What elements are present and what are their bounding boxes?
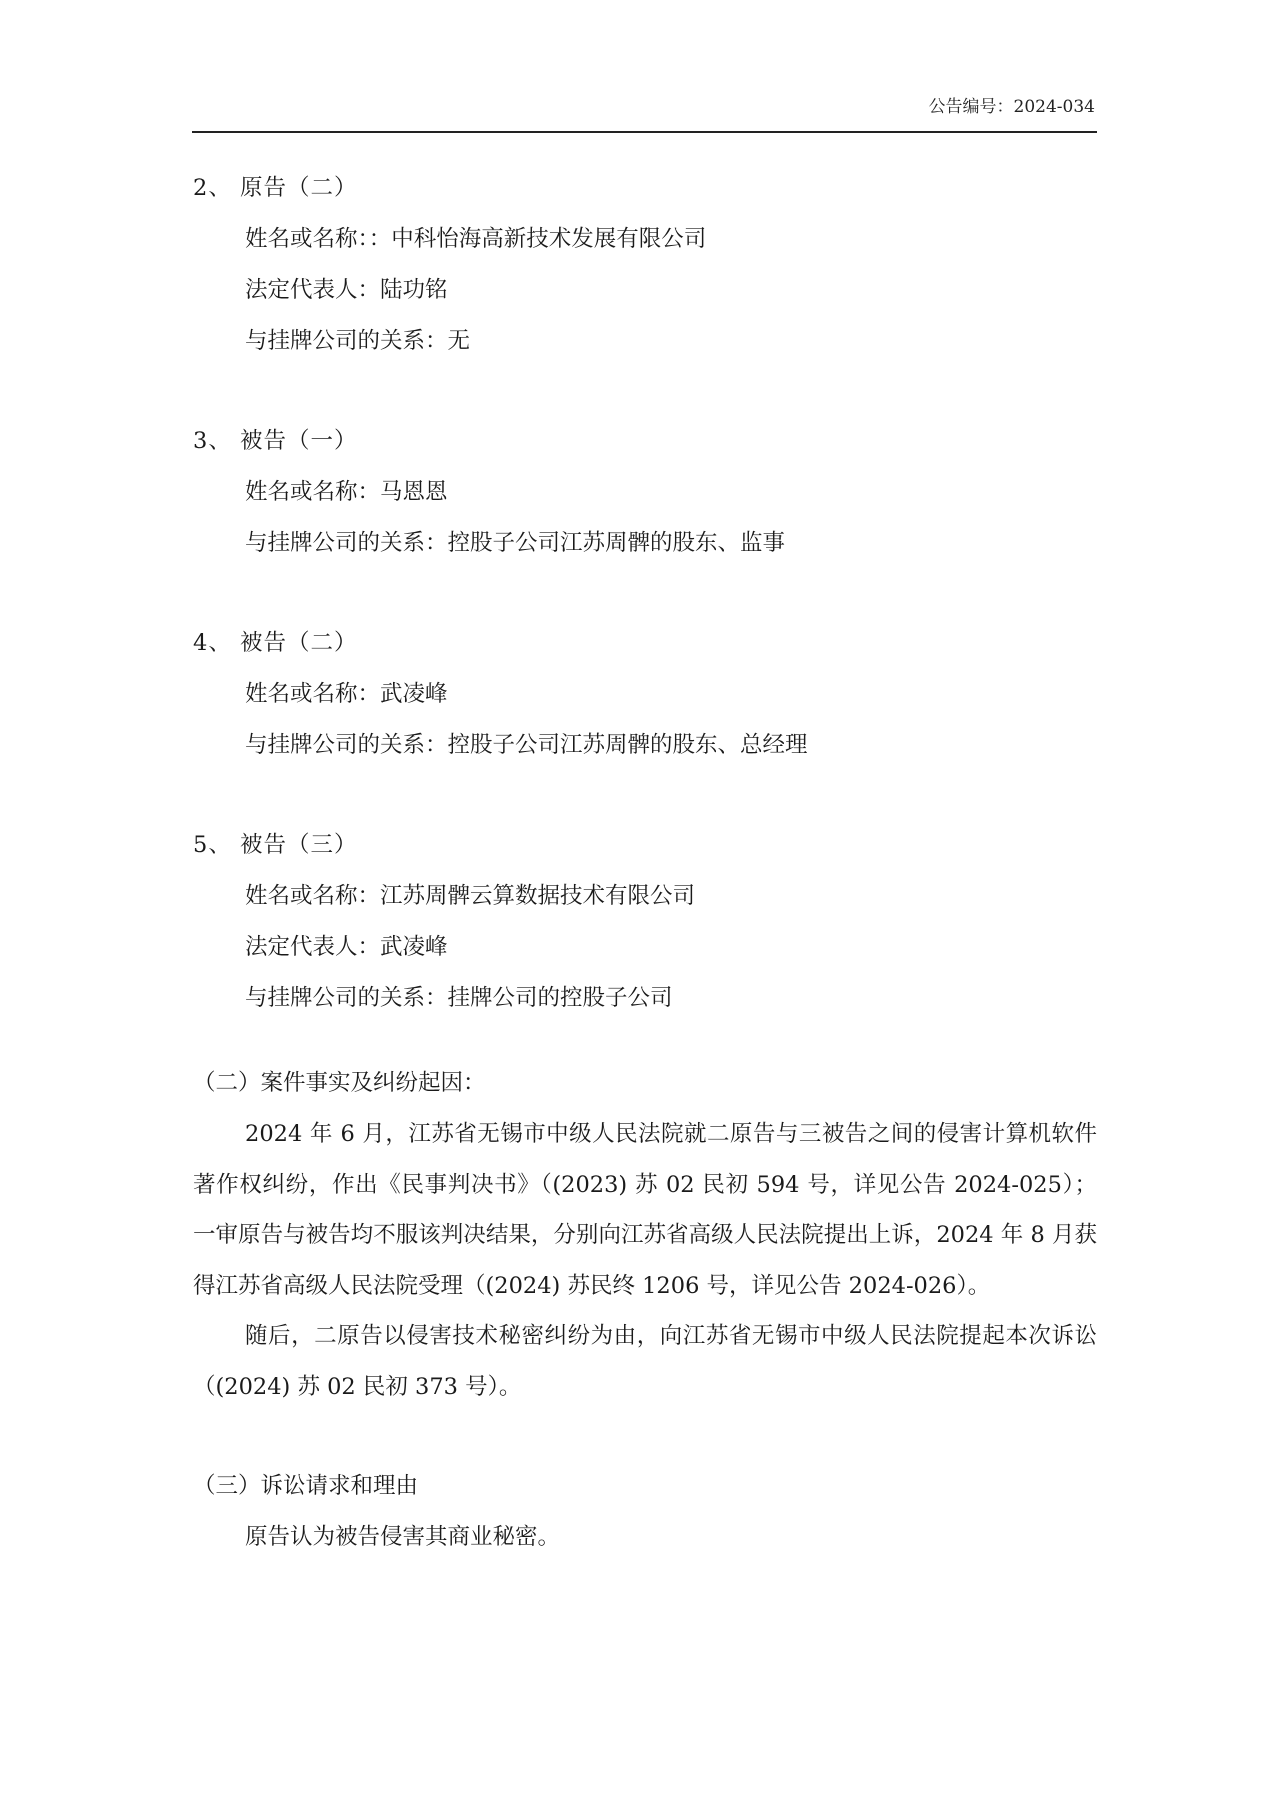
document-body	[193, 163, 1097, 1563]
party-relationship-field: 与挂牌公司的关系：挂牌公司的控股子公司	[245, 985, 673, 1011]
party-block-defendant-3	[193, 820, 1097, 1024]
case-facts-section	[193, 1058, 1097, 1412]
party-name-field: 姓名或名称：马恩恩	[245, 479, 448, 505]
party-name-field: 姓名或名称：：中科怡海高新技术发展有限公司	[245, 226, 707, 252]
claims-section	[193, 1461, 1097, 1563]
party-name-field: 姓名或名称：武凌峰	[245, 681, 448, 707]
announcement-number: 公告编号：2024-034	[928, 97, 1095, 117]
party-title: 4、 被告（二）	[193, 630, 358, 656]
party-block-plaintiff-2	[193, 163, 1097, 367]
header-divider	[192, 131, 1097, 133]
party-relationship-field: 与挂牌公司的关系：控股子公司江苏周髀的股东、总经理	[245, 732, 808, 758]
body-paragraph: 原告认为被告侵害其商业秘密。	[245, 1524, 561, 1550]
body-paragraph: 随后，二原告以侵害技术秘密纠纷为由，向江苏省无锡市中级人民法院提起本次诉讼（(2024) 苏 02 民初 373 号）。	[193, 1323, 1097, 1400]
body-paragraph: 2024 年 6 月，江苏省无锡市中级人民法院就二原告与三被告之间的侵害计算机软件著作权纠纷，作出《民事判决书》（(2023) 苏 02 民初 594 号，详见公告 2024-025）；一审原告与被告均不服该判决结果，分别向江苏省高级人民法院提出上诉，2024 年 8 月获得江苏省高级人民法院受理（(2024) 苏民终 1206 号，详见公告 2024-026）。	[193, 1121, 1097, 1299]
party-title: 5、 被告（三）	[193, 832, 358, 858]
party-legal-rep-field: 法定代表人：武凌峰	[245, 934, 448, 960]
party-relationship-field: 与挂牌公司的关系：控股子公司江苏周髀的股东、监事	[245, 530, 786, 556]
section-heading: （三）诉讼请求和理由	[193, 1473, 419, 1499]
party-relationship-field: 与挂牌公司的关系：无	[245, 328, 471, 354]
party-legal-rep-field: 法定代表人：陆功铭	[245, 277, 448, 303]
party-title: 2、 原告（二）	[193, 175, 358, 201]
party-block-defendant-1	[193, 416, 1097, 569]
section-heading: （二）案件事实及纠纷起因：	[193, 1070, 486, 1096]
party-block-defendant-2	[193, 618, 1097, 771]
party-title: 3、 被告（一）	[193, 428, 358, 454]
party-name-field: 姓名或名称：江苏周髀云算数据技术有限公司	[245, 883, 696, 909]
